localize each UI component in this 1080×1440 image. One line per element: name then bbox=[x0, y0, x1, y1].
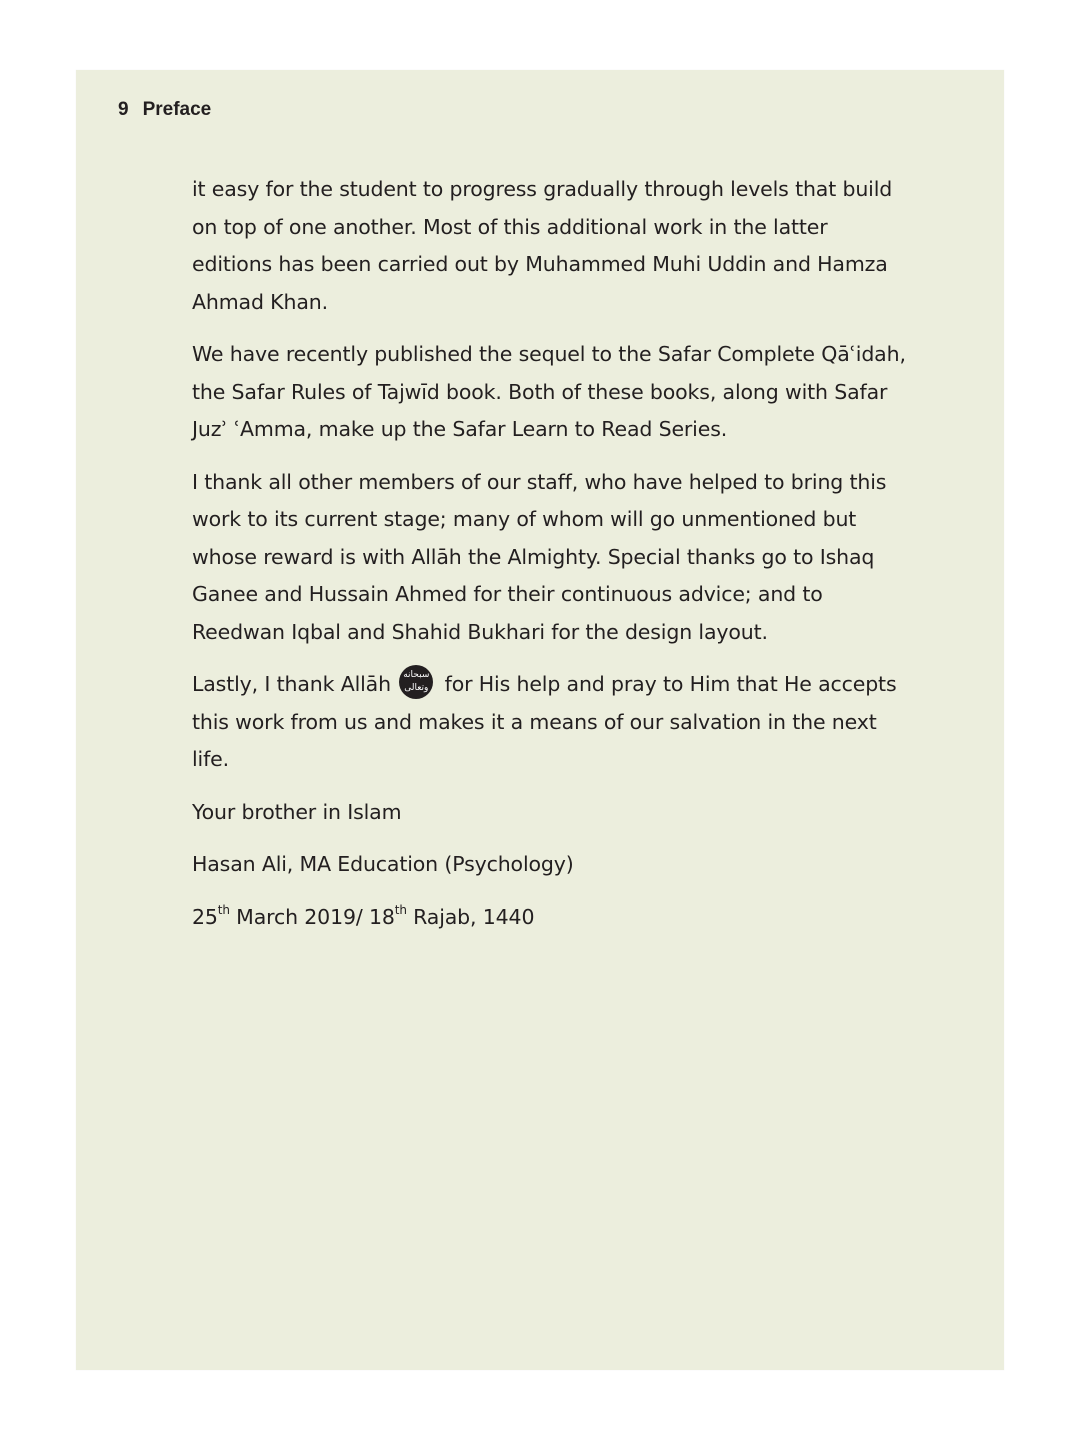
document-page bbox=[76, 70, 1004, 1370]
glyph-text-top: سبحانه bbox=[403, 670, 430, 680]
author-line: Hasan Ali, MA Education (Psychology) bbox=[192, 852, 574, 876]
date-day-suffix: th bbox=[217, 902, 230, 917]
closing-line: Your brother in Islam bbox=[192, 799, 402, 824]
date-end: Rajab, 1440 bbox=[406, 904, 535, 929]
subhanahu-wa-taala-icon bbox=[399, 665, 433, 699]
date-mid-suffix: th bbox=[394, 902, 407, 917]
date-line bbox=[192, 899, 912, 937]
paragraph-4-end: for His help and pray to Him that He accepts this work from us and makes it a means of our salvation in the next life. bbox=[192, 672, 897, 771]
section-title: Preface bbox=[142, 99, 212, 120]
paragraph-4 bbox=[192, 666, 912, 779]
date-day: 25 bbox=[192, 904, 218, 929]
paragraph-1: it easy for the student to progress gradually through levels that build on top of one another. Most of this additional work in the latter editions has been carried out by Muhammed Muhi Uddin and Hamza Ahmad Khan. bbox=[192, 177, 893, 314]
page-number: 9 bbox=[118, 99, 129, 120]
glyph-text-bottom: وتعالى bbox=[404, 683, 429, 693]
running-header bbox=[118, 99, 211, 121]
paragraph-4-start: Lastly, I thank Allāh bbox=[192, 672, 398, 696]
date-mid: March 2019/ 18 bbox=[229, 904, 395, 929]
paragraph-3: I thank all other members of our staff, who have helped to bring this work to its current stage; many of whom will go unmentioned but whose reward is with Allāh the Almighty. Special thanks go to Ishaq Ganee and Hussain Ahmed for their continuous advice; and to Reedwan Iqbal and Shahid Bukhari for the design layout. bbox=[192, 469, 887, 644]
preface-body bbox=[192, 171, 912, 951]
paragraph-2: We have recently published the sequel to the Safar Complete Qāʿidah, the Safar Rules of Tajwīd book. Both of these books, along with Safar Juzʾ ʿAmma, make up the Safar Learn to Read Series. bbox=[192, 342, 906, 441]
